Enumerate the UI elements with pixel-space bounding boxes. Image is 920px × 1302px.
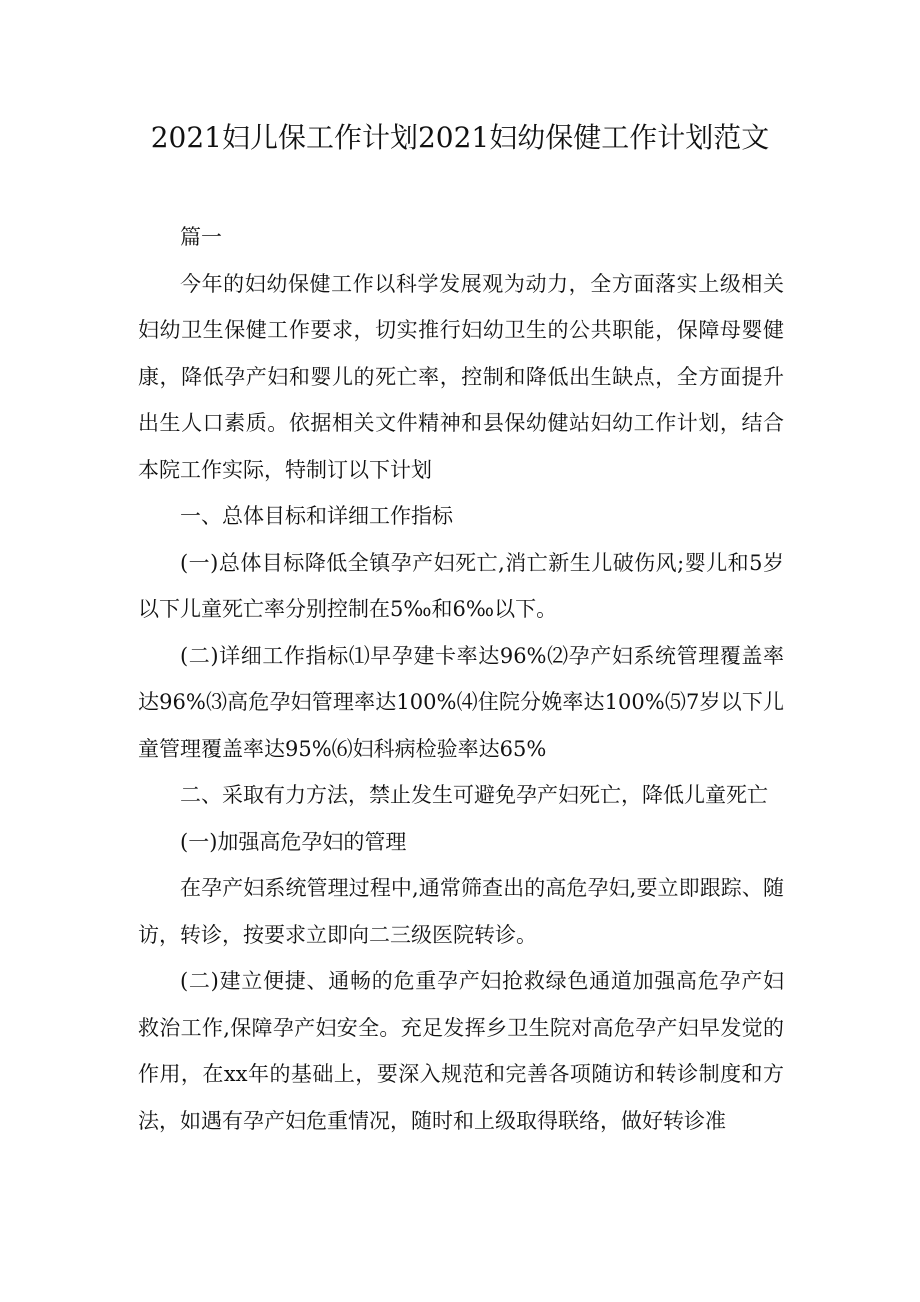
- emergency-channel-paragraph: (二)建立便捷、通畅的危重孕产妇抢救绿色通道加强高危孕产妇救治工作,保障孕产妇安全。充足发挥乡卫生院对高危孕产妇早发觉的作用，在xx年的基础上，要深入规范和完善各项随访和转诊制度和方法，如遇有孕产妇危重情况，随时和上级取得联络，做好转诊准: [138, 969, 784, 1133]
- document-title: 2021妇儿保工作计划2021妇幼保健工作计划范文: [150, 121, 770, 154]
- document-body: [138, 214, 784, 1144]
- detailed-indicators-paragraph: (二)详细工作指标⑴早孕建卡率达96%⑵孕产妇系统管理覆盖率达96%⑶高危孕妇管理率达100%⑷住院分娩率达100%⑸7岁以下儿童管理覆盖率达95%⑹妇科病检验率达65%: [138, 643, 784, 761]
- high-risk-management-paragraph: 在孕产妇系统管理过程中,通常筛查出的高危孕妇,要立即跟踪、随访，转诊，按要求立即向二三级医院转诊。: [138, 876, 784, 947]
- subheading-high-risk-management: (一)加强高危孕妇的管理: [180, 829, 407, 854]
- intro-paragraph: 今年的妇幼保健工作以科学发展观为动力，全方面落实上级相关妇幼卫生保健工作要求，切实推行妇幼卫生的公共职能，保障母婴健康，降低孕产妇和婴儿的死亡率，控制和降低出生缺点，全方面提升出生人口素质。依据相关文件精神和县保幼健站妇幼工作计划，结合本院工作实际，特制订以下计划: [138, 271, 784, 482]
- section-heading-measures: 二、采取有力方法，禁止发生可避免孕产妇死亡，降低儿童死亡: [180, 783, 768, 807]
- section-heading-part-one: 篇一: [180, 225, 222, 249]
- overall-goal-paragraph: (一)总体目标降低全镇孕产妇死亡,消亡新生儿破伤风;婴儿和5岁以下儿童死亡率分别控制在5‰和6‰以下。: [138, 550, 784, 621]
- section-heading-goals: 一、总体目标和详细工作指标: [180, 504, 453, 528]
